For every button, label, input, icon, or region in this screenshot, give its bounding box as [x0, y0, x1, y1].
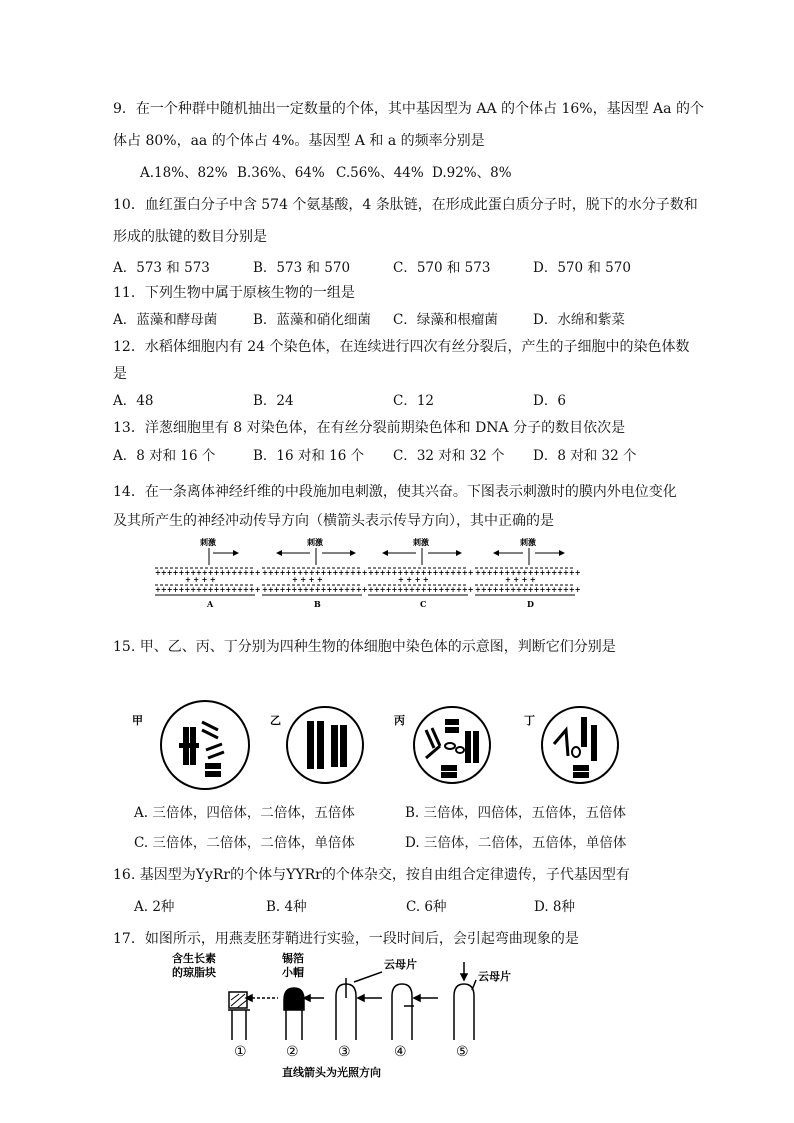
- coleoptile-4: [392, 984, 438, 1040]
- q16-option-a: A. 2种: [134, 899, 175, 915]
- cell-label-yi: 乙: [270, 714, 281, 727]
- nerve-fiber-figure: [150, 535, 590, 615]
- q14-stem-line1: 14．在一条离体神经纤维的中段施加电刺激，使其兴奋。下图表示刺激时的膜内外电位变化: [113, 484, 677, 500]
- cell-jia: [161, 701, 249, 789]
- svg-text:++++++++++++++++++: ++++++++++++++++++: [368, 568, 474, 577]
- svg-text:++++++++++++++++++: ++++++++++++++++++: [155, 568, 261, 577]
- panel-label-a: A: [207, 599, 214, 609]
- q10-option-d: D．570 和 570: [533, 260, 631, 276]
- q9-option-d: D.92%、8%: [432, 165, 512, 181]
- q12-option-b: B．24: [253, 393, 294, 409]
- q16-stem: 16. 基因型为YyRr的个体与YYRr的个体杂交，按自由组合定律遗传，子代基因型有: [113, 867, 630, 883]
- q17-stem: 17．如图所示，用燕麦胚芽鞘进行实验，一段时间后，会引起弯曲现象的是: [113, 931, 579, 947]
- label-mica-2: 云母片: [478, 970, 511, 983]
- label-foil-2: 小帽: [282, 966, 304, 979]
- svg-text:+ + + +: + + + +: [185, 575, 216, 584]
- q15-option-b: B. 三倍体，四倍体，五倍体，五倍体: [405, 805, 627, 821]
- q16-option-b: B. 4种: [266, 899, 307, 915]
- label-agar-2: 的琼脂块: [172, 966, 216, 979]
- q11-option-c: C．绿藻和根瘤菌: [393, 312, 498, 328]
- cell-label-jia: 甲: [132, 714, 143, 727]
- nerve-panel-d: [475, 537, 581, 609]
- q12-option-a: A．48: [113, 393, 154, 409]
- q15-option-d: D. 三倍体，二倍体，五倍体，单倍体: [405, 835, 627, 851]
- coleoptile-5: [454, 962, 476, 1040]
- nerve-panel-c: [368, 537, 474, 609]
- q10-option-a: A．573 和 573: [113, 260, 210, 276]
- panel-label-c: C: [420, 599, 427, 609]
- cell-yi: [287, 707, 363, 783]
- q15-stem: 15. 甲、乙、丙、丁分别为四种生物的体细胞中染色体的示意图，判断它们分别是: [113, 639, 616, 655]
- stim-label-c: 刺激: [413, 537, 429, 547]
- svg-text:+ + + +: + + + +: [398, 575, 429, 584]
- number-3: ③: [338, 1044, 351, 1060]
- cell-bing: [414, 707, 490, 783]
- q16-option-c: C. 6种: [406, 899, 447, 915]
- q9-option-c: C.56%、44%: [336, 165, 424, 181]
- q11-option-d: D．水绵和紫菜: [533, 312, 625, 328]
- q10-option-c: C．570 和 573: [393, 260, 491, 276]
- panel-label-b: B: [314, 599, 321, 609]
- q12-option-d: D．6: [533, 393, 566, 409]
- svg-text:+ + + +: + + + +: [505, 575, 536, 584]
- stim-label-d: 刺激: [520, 537, 536, 547]
- number-1: ①: [234, 1044, 247, 1060]
- coleoptile-2: [284, 988, 324, 1040]
- q12-option-c: C．12: [393, 393, 435, 409]
- svg-text:++++++++++++++++++: ++++++++++++++++++: [368, 585, 474, 594]
- chromosome-cells-figure: [130, 700, 620, 800]
- q9-option-b: B.36%、64%: [237, 165, 325, 181]
- panel-label-d: D: [527, 599, 534, 609]
- nerve-panel-b: [262, 537, 368, 609]
- coleoptile-figure: [160, 950, 520, 1085]
- nerve-panel-a: [155, 537, 261, 609]
- svg-text:++++++++++++++++++: ++++++++++++++++++: [262, 568, 368, 577]
- label-mica-1: 云母片: [384, 958, 417, 971]
- q12-stem-line2: 是: [113, 366, 127, 382]
- stim-label-a: 刺激: [200, 537, 216, 547]
- q16-option-d: D. 8种: [534, 899, 576, 915]
- q13-option-b: B．16 对和 16 个: [253, 448, 365, 464]
- q13-option-d: D．8 对和 32 个: [533, 448, 637, 464]
- number-5: ⑤: [456, 1044, 469, 1060]
- stim-label-b: 刺激: [307, 537, 323, 547]
- svg-text:++++++++++++++++++: ++++++++++++++++++: [155, 585, 261, 594]
- label-foil-1: 锡箔: [282, 952, 304, 965]
- cell-ding: [542, 707, 618, 783]
- svg-text:++++++++++++++++++: ++++++++++++++++++: [475, 568, 581, 577]
- q13-option-c: C．32 对和 32 个: [393, 448, 505, 464]
- q11-option-b: B．蓝藻和硝化细菌: [253, 312, 371, 328]
- coleoptile-1: [228, 992, 278, 1040]
- q14-stem-line2: 及其所产生的神经冲动传导方向（横箭头表示传导方向），其中正确的是: [113, 513, 554, 529]
- figure-caption: 直线箭头为光照方向: [282, 1066, 381, 1079]
- q9-stem-line2: 体占 80%，aa 的个体占 4%。基因型 A 和 a 的频率分别是: [113, 133, 485, 149]
- q10-option-b: B．573 和 570: [253, 260, 351, 276]
- q15-option-c: C. 三倍体，二倍体，二倍体，单倍体: [134, 835, 355, 851]
- label-agar-1: 含生长素: [172, 952, 216, 965]
- cell-label-ding: 丁: [524, 714, 535, 727]
- number-4: ④: [394, 1044, 407, 1060]
- q15-option-a: A. 三倍体，四倍体，二倍体，五倍体: [134, 805, 355, 821]
- q11-stem: 11．下列生物中属于原核生物的一组是: [113, 285, 355, 301]
- svg-text:++++++++++++++++++: ++++++++++++++++++: [475, 585, 581, 594]
- coleoptile-3: [336, 972, 382, 1040]
- q10-stem-line2: 形成的肽键的数目分别是: [113, 229, 267, 245]
- cell-label-bing: 丙: [394, 714, 405, 727]
- q9-stem-line1: 9．在一个种群中随机抽出一定数量的个体，其中基因型为 AA 的个体占 16%，基因型 Aa 的个: [113, 101, 704, 117]
- q12-stem-line1: 12．水稻体细胞内有 24 个染色体，在连续进行四次有丝分裂后，产生的子细胞中的染色体数: [113, 339, 690, 355]
- svg-text:+ + + +: + + + +: [292, 575, 323, 584]
- q13-stem: 13．洋葱细胞里有 8 对染色体，在有丝分裂前期染色体和 DNA 分子的数目依次是: [113, 420, 626, 436]
- q11-option-a: A．蓝藻和酵母菌: [113, 312, 218, 328]
- q9-option-a: A.18%、82%: [140, 165, 228, 181]
- q10-stem-line1: 10．血红蛋白分子中含 574 个氨基酸，4 条肽链，在形成此蛋白质分子时，脱下的水分子数和: [113, 197, 698, 213]
- svg-text:++++++++++++++++++: ++++++++++++++++++: [262, 585, 368, 594]
- q13-option-a: A．8 对和 16 个: [113, 448, 216, 464]
- number-2: ②: [286, 1044, 299, 1060]
